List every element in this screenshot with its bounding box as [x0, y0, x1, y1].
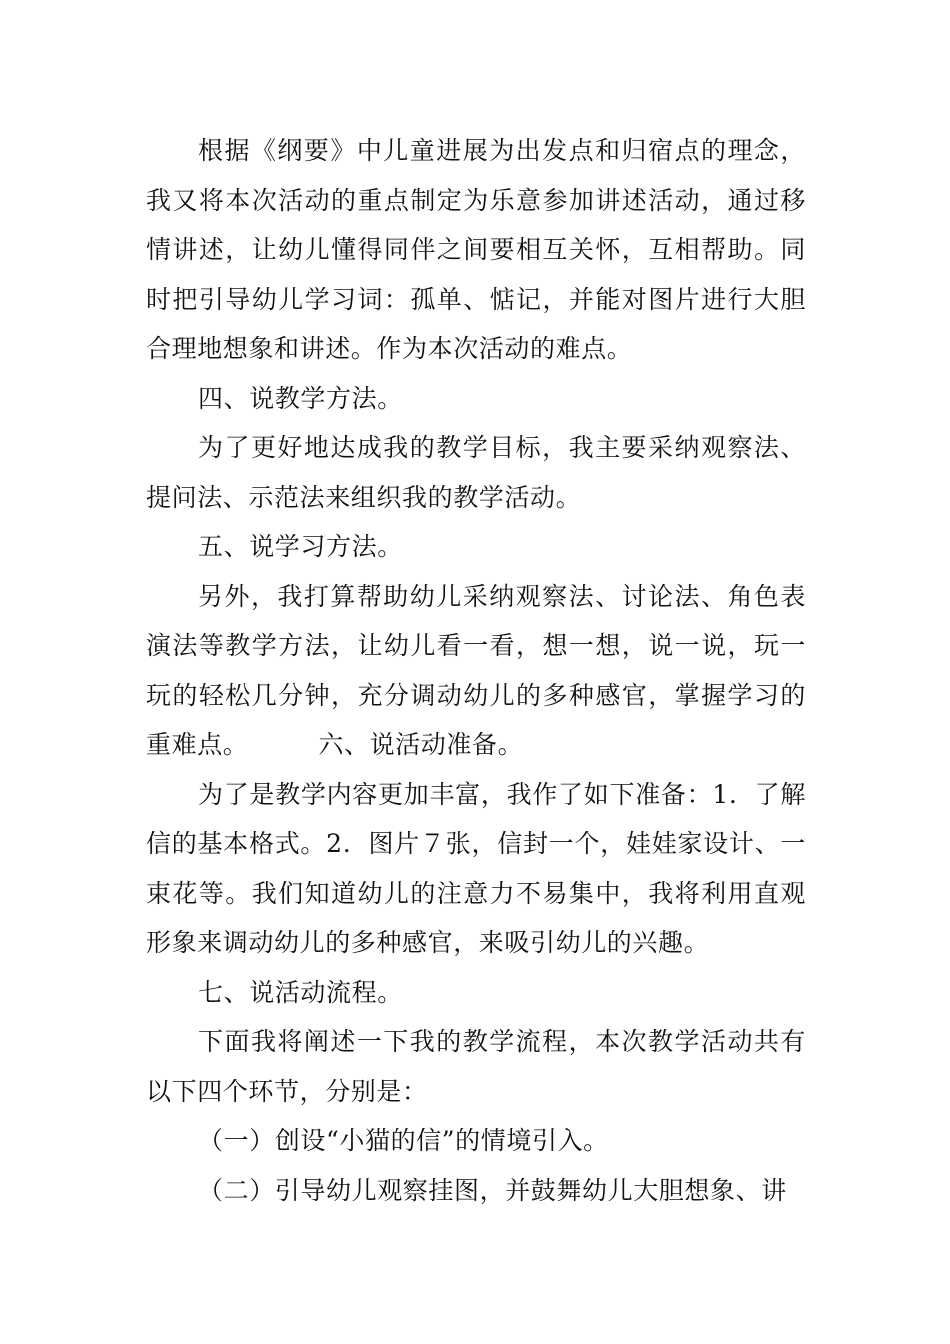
heading-activity-flow: 七、说活动流程。: [198, 977, 403, 1007]
heading-teaching-methods: 四、说教学方法。: [198, 383, 403, 413]
list-item-step-two: （二）引导幼儿观察挂图，并鼓舞幼儿大胆想象、讲: [198, 1175, 787, 1205]
paragraph-teaching-methods: 为了更好地达成我的教学目标，我主要采纳观察法、提问法、示范法来组织我的教学活动。: [146, 433, 806, 512]
heading-activity-preparation: 六、说活动准备。: [318, 730, 524, 759]
paragraph-learning-methods-text: 另外，我打算帮助幼儿采纳观察法、讨论法、角色表演法等教学方法，让幼儿看一看，想一想，说一说，玩一玩的轻松几分钟，充分调动幼儿的多种感官，掌握学习的重难点。: [146, 581, 806, 759]
heading-learning-methods: 五、说学习方法。: [198, 532, 403, 561]
paragraph-activity-flow: 下面我将阐述一下我的教学流程，本次教学活动共有以下四个环节，分别是：: [146, 1027, 806, 1106]
paragraph-key-point: 根据《纲要》中儿童进展为出发点和归宿点的理念，我又将本次活动的重点制定为乐意参加讲述活动，通过移情讲述，让幼儿懂得同伴之间要相互关怀，互相帮助。同时把引导幼儿学习词：孤单、惦记，并能对图片进行大胆合理地想象和讲述。作为本次活动的难点。: [146, 136, 806, 363]
list-item-step-one: （一）创设“小猫的信”的情境引入。: [198, 1126, 609, 1155]
paragraph-learning-methods: [146, 572, 806, 770]
paragraph-activity-preparation: 为了是教学内容更加丰富，我作了如下准备：1．了解信的基本格式。2．图片７张，信封一个，娃娃家设计、一束花等。我们知道幼儿的注意力不易集中，我将利用直观形象来调动幼儿的多种感官，来吸引幼儿的兴趣。: [146, 779, 806, 957]
document-body: [146, 126, 806, 1215]
